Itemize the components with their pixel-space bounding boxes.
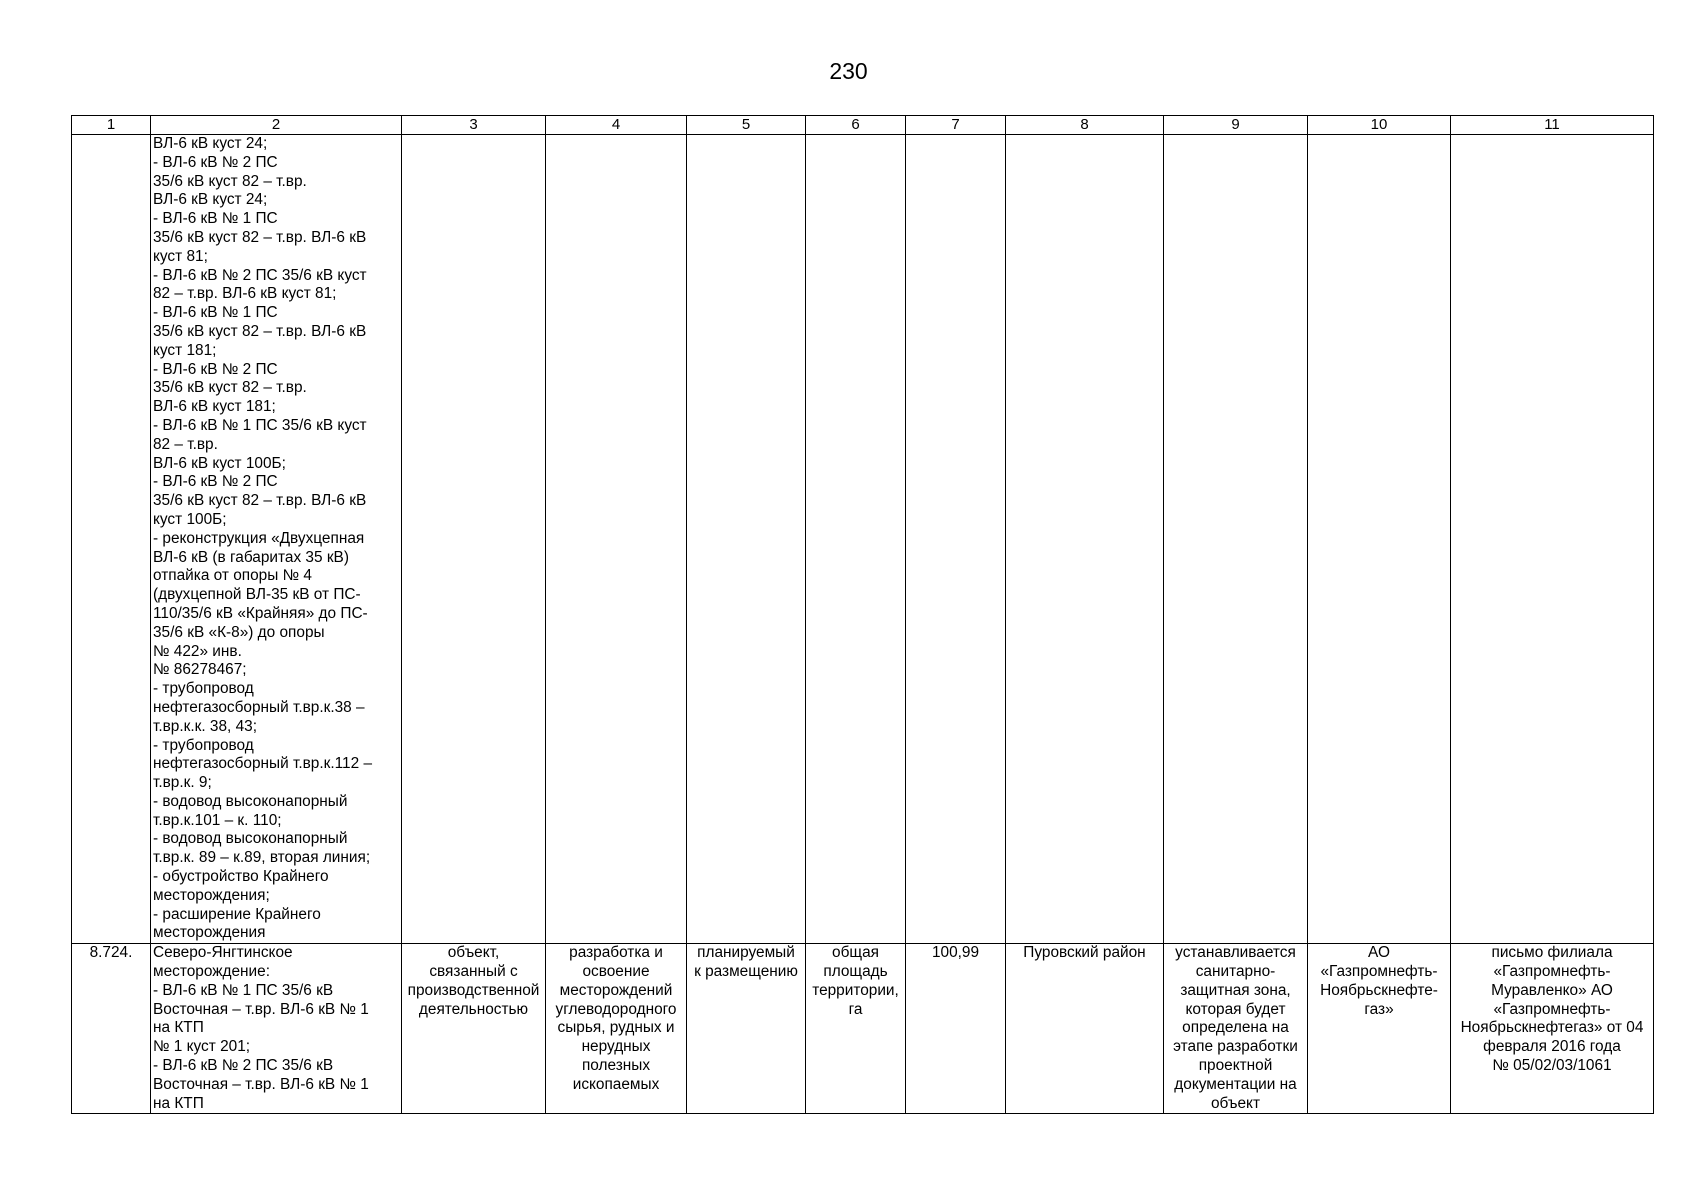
column-header: 6: [806, 116, 906, 135]
column-header: 8: [1006, 116, 1164, 135]
table-row: [72, 135, 1654, 944]
zone-info: [1164, 135, 1308, 944]
column-header: 2: [151, 116, 402, 135]
object-name: ВЛ-6 кВ куст 24; - ВЛ-6 кВ № 2 ПС 35/6 кВ куст 82 – т.вр. ВЛ-6 кВ куст 24; - ВЛ-6 кВ № 1 ПС 35/6 кВ куст 82 – т.вр. ВЛ-6 кВ куст 81; - ВЛ-6 кВ № 2 ПС 35/6 кВ куст 82 – т.вр. ВЛ-6 кВ куст 81; - ВЛ-6 кВ № 1 ПС 35/6 кВ куст 82 – т.вр. ВЛ-6 кВ куст 181; - ВЛ-6 кВ № 2 ПС 35/6 кВ куст 82 – т.вр. ВЛ-6 кВ куст 181; - ВЛ-6 кВ № 1 ПС 35/6 кВ куст 82 – т.вр. ВЛ-6 кВ куст 100Б; - ВЛ-6 кВ № 2 ПС 35/6 кВ куст 82 – т.вр. ВЛ-6 кВ куст 100Б; - реконструкция «Двухцепная ВЛ-6 кВ (в габаритах 35 кВ) отпайка от опоры № 4 (двухцепной ВЛ-35 кВ от ПС- 110/35/6 кВ «Крайняя» до ПС- 35/6 кВ «К-8») до опоры № 422» инв. № 86278467; - трубопровод нефтегазосборный т.вр.к.38 – т.вр.к.к. 38, 43; - трубопровод нефтегазосборный т.вр.к.112 – т.вр.к. 9; - водовод высоконапорный т.вр.к.101 – к. 110; - водовод высоконапорный т.вр.к. 89 – к.89, вторая линия; - обустройство Крайнего месторождения; - расширение Крайнего месторождения: [151, 135, 402, 944]
column-header: 9: [1164, 116, 1308, 135]
organization: [1308, 135, 1451, 944]
source-document: [1451, 135, 1654, 944]
row-number: [72, 135, 151, 944]
table-row: [72, 944, 1654, 1114]
object-purpose: разработка и освоение месторождений углеводородного сырья, рудных и нерудных полезных ископаемых: [546, 944, 687, 1114]
column-header: 11: [1451, 116, 1654, 135]
location: [1006, 135, 1164, 944]
object-status: планируемый к размещению: [687, 944, 806, 1114]
objects-table: [71, 115, 1654, 1114]
location: Пуровский район: [1006, 944, 1164, 1114]
column-number-row: [72, 116, 1654, 135]
page-number: 230: [829, 58, 868, 84]
row-number: 8.724.: [72, 944, 151, 1114]
object-purpose: [546, 135, 687, 944]
zone-info: устанавливается санитарно- защитная зона, которая будет определена на этапе разработки проектной документации на объект: [1164, 944, 1308, 1114]
column-header: 10: [1308, 116, 1451, 135]
column-header: 5: [687, 116, 806, 135]
characteristic-value: 100,99: [906, 944, 1006, 1114]
object-status: [687, 135, 806, 944]
column-header: 7: [906, 116, 1006, 135]
column-header: 3: [402, 116, 546, 135]
organization: АО «Газпромнефть- Ноябрьскнефте- газ»: [1308, 944, 1451, 1114]
characteristic-name: [806, 135, 906, 944]
characteristic-value: [906, 135, 1006, 944]
object-name: Северо-Янгтинское месторождение: - ВЛ-6 кВ № 1 ПС 35/6 кВ Восточная – т.вр. ВЛ-6 кВ № 1 на КТП № 1 куст 201; - ВЛ-6 кВ № 2 ПС 35/6 кВ Восточная – т.вр. ВЛ-6 кВ № 1 на КТП: [151, 944, 402, 1114]
object-type: объект, связанный с производственной деятельностью: [402, 944, 546, 1114]
source-document: письмо филиала «Газпромнефть- Муравленко» АО «Газпромнефть- Ноябрьскнефтегаз» от 04 февраля 2016 года № 05/02/03/1061: [1451, 944, 1654, 1114]
object-type: [402, 135, 546, 944]
column-header: 4: [546, 116, 687, 135]
column-header: 1: [72, 116, 151, 135]
characteristic-name: общая площадь территории, га: [806, 944, 906, 1114]
